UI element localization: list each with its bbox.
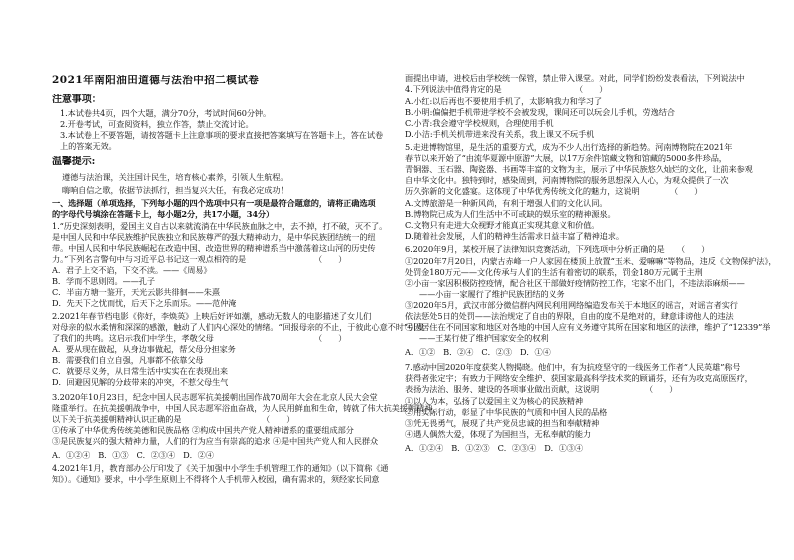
exam-title: 2021年南阳油田道德与法治中招二模试卷 <box>52 75 260 86</box>
q4-stem-4: 4.下列说法中值得肯定的是 <box>405 84 502 94</box>
section-heading-2: 的字母代号填涂在答题卡上，每小题2分，共17小题，34分） <box>52 209 275 219</box>
q6-statement-3: ③2020年5月，武汉市部分微信群内网民利用网络编造发布关于本地区的谣言，对谣言者实行 <box>405 300 738 310</box>
q2-stem-2: 对母亲的似水柔情和深深的感激，触动了人们内心深处的情绪。“回报母亲的不止，于彼此心意不时”引发 <box>52 322 425 332</box>
q5-option-a: A.文博旅游是一种新风尚，有利于增强人们的文化认同。 <box>405 198 608 208</box>
q2-stem-1: 2.2021年春节档电影《你好，李焕英》上映后好评如潮，感动无数人的电影描述了女儿们 <box>52 311 372 321</box>
notice-line-1: 1.本试卷共4页，四个大题，满分70分，考试时间60分钟。 <box>60 108 272 118</box>
q5-stem-1: 5.走进博物馆里，是生活的重要方式，成为不少人出行选择的新趋势。河南博物院在2021年 <box>405 142 733 152</box>
notice-line-2: 2.开卷考试，可查阅资料，独立作答，禁止交流讨论。 <box>60 119 254 129</box>
q2-option-d: D．回避因见解的分歧带来的冲突，不惹父母生气 <box>52 377 229 387</box>
tips-line-2: 嗨响自信之歌，依据节法抓行，担当复兴大任，有我必定成功！ <box>62 185 289 195</box>
tips-heading: 温馨提示: <box>52 156 96 167</box>
q3-options: A．①②④ B．①③ C．②③④ D．②④ <box>52 450 214 460</box>
q5-answer-bracket: （ ） <box>670 186 703 196</box>
q3-answer-bracket: （ ） <box>262 414 295 424</box>
q4-option-c: C.小青:我会遵守学校规则，合理使用手机 <box>405 118 554 128</box>
q5-stem-5: 历久弥新的文化盛宴。这体现了中华优秀传统文化的魅力，这说明 <box>405 186 640 196</box>
q1-stem-2: 是中国人民和中华民族维护民族独立和民族尊严的强大精神动力，是中华民族团结统一的纽 <box>52 232 376 242</box>
q5-stem-4: 自中华文化中。独特到时，感染周到，河南博物院的服务思想深入人心，为观众提供了一次 <box>405 175 729 185</box>
q2-option-b: B．需要我们自立自强，凡事都不依靠父母 <box>52 355 204 365</box>
q3-statement-1: ①传承了中华优秀传统美德和民族品格 ②构成中国共产党人精神谱系的重要组成部分 <box>52 425 354 435</box>
q6-answer-bracket: （ ） <box>677 244 710 254</box>
q6-statement-3b: 依法惩处5日的处罚——法治规定了自由的界限，自由的度不是绝对的，肆意诽谤他人的违法 <box>405 311 734 321</box>
notice-heading: 注意事项： <box>52 94 102 105</box>
q1-stem-4: 力。”下列名言警句中与习近平总书记这一观点相符的是 <box>52 254 247 264</box>
q7-stem-2: 获得者张定宇；有致力于网络安全维护、获国家最高科学技术奖的顾诵芬，还有为攻克高原医疗， <box>405 373 753 383</box>
q1-option-b: B．学而不思则罔。——孔子 <box>52 276 155 286</box>
q6-statement-1b: 处罚金180万元——文化传承与人们的生活有着密切的联系，罚金180万元属于主刑 <box>405 267 703 277</box>
q3-stem-2: 隆重举行。在抗美援朝战争中，中国人民志愿军浴血奋战，为人民用鲜血和生命，铸就了伟大抗美援朝精神， <box>52 403 441 413</box>
q5-stem-2: 春节以来开始了“由流华夏源中原游”大展，以17万余件馆藏文物和馆藏的5000多件珍品， <box>405 153 727 163</box>
q2-answer-bracket: （ ） <box>314 333 347 343</box>
q4-option-d: D.小洁:手机关机带进来没有关系，我上课又不玩手机 <box>405 129 595 139</box>
q4-option-b: B.小明:偏偏把手机带进学校不会被发现，课间还可以玩会儿手机，劳逸结合 <box>405 107 675 117</box>
q6-statement-4: ④因居住在不同国家和地区对各地的中国人应有义务遵守其所在国家和地区的法律，维护了“12339”举 <box>405 322 771 332</box>
q6-stem: 6.2020年9月，某校开展了法律知识竞赛活动，下列选项中分析正确的是 <box>405 244 665 254</box>
q5-option-c: C.文物只有走进大众视野才能真正实现其意义和价值。 <box>405 220 600 230</box>
q5-option-b: B.博物院已成为人们生活中不可或缺的娱乐室的精神源泉。 <box>405 209 616 219</box>
q3-stem-1: 3.2020年10月23日，纪念中国人民志愿军抗美援朝出国作战70周年大会在北京人民大会堂 <box>52 392 378 402</box>
notice-line-3: 3.本试卷上不要答题，请按答题卡上注意事项的要求直接把答案填写在答题卡上，答在试卷 <box>60 130 384 140</box>
q6-statement-1: ①2020年7月20日，内蒙古赤峰一户人家因在楼顶上放置“玉米、爱嘛嘛”等物品，违反《文物保护法》， <box>405 256 777 266</box>
q1-option-d: D．先天下之忧而忧，后天下之乐而乐。——范仲淹 <box>52 298 237 308</box>
q7-stem-3: 表扬为法治、服务、建设的各项事业做出贡献，这说明 <box>405 384 600 394</box>
q2-stem-3: 了我们的共鸣。这启示我们中学生，孝敬父母 <box>52 333 214 343</box>
q4-option-a: A.小红:以后再也不要使用手机了，太影响我力和学习了 <box>405 96 602 106</box>
q7-options: A．①②④ B．①②③ C．②③④ D．①③④ <box>405 443 584 453</box>
q5-stem-3: 青铜器、玉石器、陶瓷器、书画等丰富的文物为主，展示了中华民族悠久灿烂的文化，让前来参观 <box>405 164 753 174</box>
q7-statement-3: ③凭无畏勇气，展现了共产党员忠诚的担当和奉献精神 <box>405 418 600 428</box>
q4-answer-bracket: （ ） <box>575 84 608 94</box>
q6-options: A．①② B．②④ C．②③ D．①④ <box>405 347 551 357</box>
q2-option-c: C．就要尽义务，从日常生活中实实在在表现出来 <box>52 366 229 376</box>
q1-stem-3: 带。中国人民和中华民族崛起在改造中国、改造世界的精神谱系当中激荡着这山河的历史传 <box>52 243 376 253</box>
q1-option-c: C．半亩方塘一鉴开，天光云影共徘徊——朱熹 <box>52 287 220 297</box>
q1-option-a: A．君子上交不谄，下交不渎。——《周易》 <box>52 265 212 275</box>
q1-answer-bracket: （ ） <box>314 254 347 264</box>
q3-statement-2: ③是民族复兴的强大精神力量，人们的行为应当有崇高的追求 ④是中国共产党人和人民群众 <box>52 436 379 446</box>
q7-statement-4: ④遇人偶然大爱，体现了为国担当，无私奉献的能力 <box>405 429 592 439</box>
notice-line-3b: 上的答案无效。 <box>60 141 117 151</box>
q1-stem-1: 1.“历史深刻表明，爱国主义自古以来就流淌在中华民族血脉之中，去不掉，打不破，灭不了。 <box>52 221 388 231</box>
q2-option-a: A．要从现在做起，从身边事做起，帮父母分担家务 <box>52 344 236 354</box>
q4-stem-2: 知》）。《通知》要求，中小学生原则上不得将个人手机带入校园，确有需求的，须经家长同意 <box>52 474 380 484</box>
q7-stem-1: 7.感动中国2020年度获奖人物揭晓。他们中，有为抗疫坚守的一线医务工作者“人民英雄”称号 <box>405 362 741 372</box>
q4-stem-1: 4.2021年1月，教育部办公厅印发了《关于加强中小学生手机管理工作的通知》（以下简称《通 <box>52 463 389 473</box>
section-heading: 一、选择题（单项选择，下列每小题的四个选项中只有一项是最符合题意的，请将正确选项 <box>52 198 376 208</box>
q7-statement-1: ①以人为本，弘扬了以爱国主义为核心的民族精神 <box>405 396 583 406</box>
q6-statement-4b: ——王某行使了维护国家安全的权利 <box>419 333 549 343</box>
q6-statement-2: ②小亩一家因积极防控疫情，配合社区干部做好疫情防控工作，宅家不出门，不违法添麻烦—— <box>405 278 745 288</box>
tips-line-1: 遵德与法治课，关注国计民生，培育核心素养，引领人生航程。 <box>62 172 289 182</box>
q5-option-d: D.随着社会发展，人们的精神生活需求日益丰富了精神追求。 <box>405 231 624 241</box>
q3-stem-3: 以下关于抗美援朝精神认识正确的是 <box>52 414 182 424</box>
q6-statement-2b: ——小亩一家履行了维护民族团结的义务 <box>419 289 565 299</box>
q7-statement-2: ②用实际行动，彰显了中华民族的气质和中国人民的品格 <box>405 407 608 417</box>
q4-stem-3: 面提出申请，进校后由学校统一保管，禁止带入课堂。对此，同学们纷纷发表看法，下列说法中 <box>405 73 745 83</box>
q7-answer-bracket: （ ） <box>645 384 678 394</box>
